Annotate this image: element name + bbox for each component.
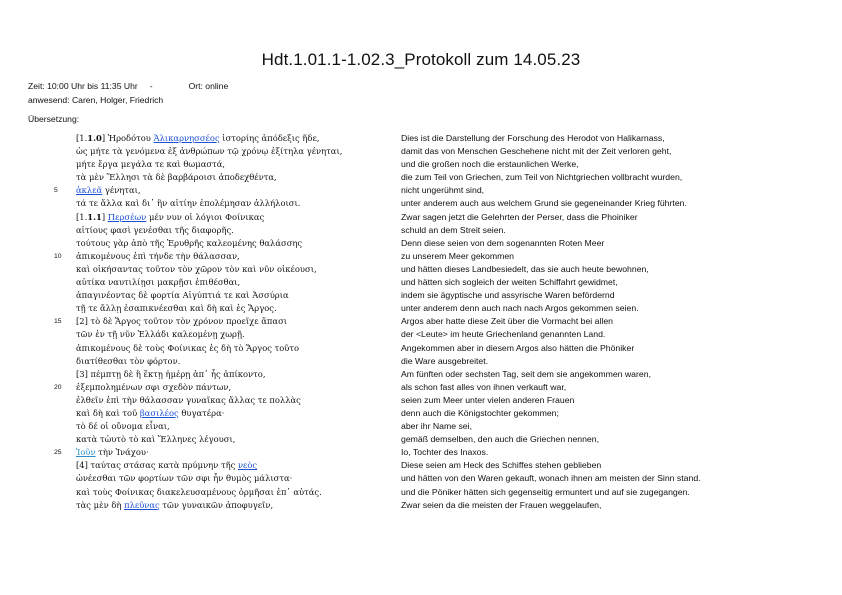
meta-place: Ort: online [188, 81, 229, 91]
greek-text [76, 211, 264, 224]
text-line [0, 211, 842, 224]
german-translation: der <Leute> im heute Griechenland genannten Land. [401, 329, 606, 340]
greek-text [76, 315, 287, 328]
line-number: 10 [54, 252, 62, 260]
greek-text [76, 433, 235, 446]
german-translation: Zwar seien da die meisten der Frauen weggelaufen, [401, 499, 602, 510]
text-line [0, 184, 842, 197]
german-translation: indem sie ägyptische und assyrische Waren befördernd [401, 290, 615, 301]
greek-segment: [1. [76, 133, 88, 143]
german-translation: schuld an dem Streit seien. [401, 224, 506, 235]
german-translation: seien zum Meer unter vielen anderen Frauen [401, 394, 575, 405]
vocab-link[interactable]: βασιλέος [139, 407, 179, 418]
german-translation: und hätten von den Waren gekauft, wonach ihnen am meisten der Sinn stand. [401, 473, 701, 484]
translation-lines [0, 132, 842, 512]
greek-segment: τὴν Ἰνάχου· [95, 447, 149, 458]
greek-text [76, 394, 301, 407]
text-line [0, 158, 842, 171]
text-line [0, 276, 842, 289]
greek-text [76, 302, 277, 315]
greek-text [76, 328, 245, 341]
greek-text [76, 472, 292, 485]
greek-text [76, 486, 322, 499]
greek-text [76, 420, 170, 433]
line-number: 25 [54, 449, 62, 457]
greek-segment: διατίθεσθαι τὸν φόρτον. [76, 355, 181, 366]
greek-segment: τῶν γυναικῶν ἀποφυγεῖν, [159, 499, 274, 510]
greek-text [76, 459, 257, 472]
greek-text [76, 250, 240, 263]
greek-segment: ] [101, 211, 108, 222]
text-line [0, 355, 842, 368]
text-line [0, 420, 842, 433]
german-translation: die Ware ausgebreitet. [401, 355, 489, 366]
greek-segment: ἀπικομένους δὲ τοὺς Φοίνικας ἐς δὴ τὸ Ἄργος τοῦτο [76, 342, 300, 353]
german-translation: damit das von Menschen Geschehene nicht mit der Zeit verloren geht, [401, 146, 672, 157]
greek-segment: [4] ταύτας στάσας κατὰ πρύμνην τῆς [76, 460, 238, 471]
vocab-link[interactable]: Ἰοῦν [76, 447, 96, 458]
greek-segment: μέν νυν οἱ λόγιοι Φοίνικας [146, 211, 265, 222]
greek-segment: ἱστορίης ἀπόδεξις ἥδε, [219, 133, 320, 143]
german-translation: Dies ist die Darstellung der Forschung des Herodot von Halikarnass, [401, 133, 665, 143]
text-line [0, 342, 842, 355]
greek-text [76, 289, 289, 302]
greek-segment: [2] τὸ δὲ Ἄργος τοῦτον τὸν χρόνον προεῖχε ἅπασι [76, 316, 288, 327]
meta-dash: - [149, 81, 153, 91]
greek-segment: ] Ἡροδότου [101, 133, 154, 143]
text-line [0, 407, 842, 420]
german-translation: aber ihr Name sei, [401, 421, 472, 432]
greek-segment: ἀπικομένους ἐπὶ τήνδε τὴν θάλασσαν, [76, 250, 240, 261]
german-translation: unter anderem auch aus welchem Grund sie gegeneinander Krieg führten. [401, 198, 687, 209]
line-number: 20 [54, 383, 62, 391]
text-line [0, 302, 842, 315]
text-line [0, 237, 842, 250]
greek-text [76, 158, 225, 171]
german-translation: Denn diese seien von dem sogenannten Roten Meer [401, 237, 605, 248]
text-line [0, 145, 842, 158]
section-ref: 1.1 [87, 211, 102, 222]
text-line [0, 446, 842, 459]
greek-segment: ὠνέεσθαι τῶν φορτίων τῶν σφι ἦν θυμὸς μάλιστα· [76, 473, 293, 484]
text-line [0, 433, 842, 446]
meta-time: Zeit: 10:00 Uhr bis 11:35 Uhr [28, 81, 138, 91]
section-ref: 1.0 [87, 133, 102, 143]
greek-text [76, 184, 141, 197]
vocab-link[interactable]: ἀκλεᾶ [76, 185, 103, 196]
line-number: 5 [54, 187, 58, 195]
german-translation: und die Pöniker hätten sich gegenseitig ermuntert und auf sie zugegangen. [401, 486, 690, 497]
german-translation: Am fünften oder sechsten Tag, seit dem sie angekommen waren, [401, 368, 651, 379]
greek-text [76, 276, 240, 289]
vocab-link[interactable]: Ἁλικαρνησσέος [153, 133, 220, 143]
german-translation: unter anderem denn auch nach nach Argos gekommen seien. [401, 303, 639, 314]
text-line [0, 263, 842, 276]
greek-segment: τὰς μὲν δὴ [76, 499, 125, 510]
german-translation: Diese seien am Heck des Schiffes stehen geblieben [401, 460, 602, 471]
text-line [0, 394, 842, 407]
greek-text [76, 197, 300, 210]
section-heading: Übersetzung: [28, 114, 80, 124]
greek-text [76, 342, 299, 355]
greek-text [76, 355, 180, 368]
greek-text [76, 263, 317, 276]
text-line [0, 132, 842, 145]
greek-segment: αὐτίκα ναυτιλίῃσι μακρῇσι ἐπιθέσθαι, [76, 277, 241, 288]
greek-segment: καὶ οἰκήσαντας τοῦτον τὸν χῶρον τὸν καὶ νῦν οἰκέουσι, [76, 263, 317, 274]
meta-time-place [28, 81, 228, 92]
german-translation: denn auch die Königstochter gekommen; [401, 407, 559, 418]
german-translation: und die großen noch die erstaunlichen Werke, [401, 159, 579, 170]
text-line [0, 368, 842, 381]
document-title: Hdt.1.01.1-1.02.3_Protokoll zum 14.05.23 [261, 50, 581, 69]
text-line [0, 171, 842, 184]
greek-segment: τά τε ἄλλα καὶ δι᾽ ἣν αἰτίην ἐπολέμησαν ἀλλήλοισι. [76, 198, 301, 209]
greek-segment: ἀπαγινέοντας δὲ φορτία Αἰγύπτιά τε καὶ Ἀσσύρια [76, 290, 289, 301]
vocab-link[interactable]: Περσέων [107, 211, 147, 222]
text-line [0, 197, 842, 210]
greek-segment: ἐλθεῖν ἐπὶ τὴν θάλασσαν γυναῖκας ἄλλας τε πολλὰς [76, 394, 301, 405]
german-translation: und hätten sich sogleich der weiten Schiffahrt gewidmet, [401, 277, 618, 288]
text-line [0, 289, 842, 302]
text-line [0, 499, 842, 512]
text-line [0, 459, 842, 472]
greek-segment: θυγατέρα· [178, 407, 225, 418]
text-line [0, 224, 842, 237]
greek-segment: κατὰ τὠυτὸ τὸ καὶ Ἕλληνες λέγουσι, [76, 434, 236, 445]
text-line [0, 381, 842, 394]
greek-text [76, 407, 224, 420]
meta-attendees: anwesend: Caren, Holger, Friedrich [28, 95, 164, 105]
greek-segment: ἐξεμπολημένων σφι σχεδὸν πάντων, [76, 381, 232, 392]
greek-text [76, 171, 277, 184]
greek-text [76, 224, 234, 237]
greek-segment: [1. [76, 211, 88, 222]
german-translation: Zwar sagen jetzt die Gelehrten der Perser, dass die Phoiniker [401, 211, 638, 222]
greek-segment: τῶν ἐν τῇ νῦν Ἑλλάδι καλεομένῃ χωρῇ. [76, 329, 245, 340]
german-translation: und hätten dieses Landbesiedelt, das sie auch heute bewohnen, [401, 263, 649, 274]
greek-text [76, 381, 231, 394]
german-translation: gemäß demselben, den auch die Griechen nennen, [401, 434, 600, 445]
german-translation: Argos aber hatte diese Zeit über die Vormacht bei allen [401, 316, 614, 327]
text-line [0, 250, 842, 263]
text-line [0, 472, 842, 485]
greek-segment: τὰ μὲν Ἕλλησι τὰ δὲ βαρβάροισι ἀποδεχθέντα, [76, 172, 277, 183]
greek-segment: μήτε ἔργα μεγάλα τε καὶ θωμαστά, [76, 159, 226, 170]
german-translation: Io, Tochter des Inaxos. [401, 447, 489, 458]
greek-text [76, 499, 273, 512]
german-translation: nicht ungerühmt sind, [401, 185, 485, 196]
german-translation: als schon fast alles von ihnen verkauft war, [401, 381, 567, 392]
german-translation: zu unserem Meer gekommen [401, 250, 514, 261]
greek-segment: γένηται, [102, 185, 141, 196]
text-line [0, 486, 842, 499]
text-line [0, 315, 842, 328]
line-number: 15 [54, 318, 62, 326]
greek-segment: αἰτίους φασὶ γενέσθαι τῆς διαφορῆς. [76, 224, 234, 235]
greek-segment: ὡς μήτε τὰ γενόμενα ἐξ ἀνθρώπων τῷ χρόνῳ ἐξίτηλα γένηται, [76, 146, 343, 157]
greek-segment: τούτους γὰρ ἀπὸ τῆς Ἐρυθρῆς καλεομένης θαλάσσης [76, 237, 303, 248]
greek-text [76, 368, 265, 381]
greek-text [76, 132, 319, 145]
greek-text [76, 237, 302, 250]
greek-text [76, 145, 342, 158]
greek-segment: καὶ τοὺς Φοίνικας διακελευσαμένους ὁρμῆσαι ἐπ᾽ αὐτάς. [76, 486, 322, 497]
greek-segment: καὶ δὴ καὶ τοῦ [76, 407, 140, 418]
greek-segment: τὸ δέ οἱ οὔνομα εἶναι, [76, 421, 170, 432]
vocab-link[interactable]: πλεῦνας [124, 499, 160, 510]
greek-text [76, 446, 149, 459]
german-translation: Angekommen aber in diesem Argos also hätten die Phöniker [401, 342, 635, 353]
text-line [0, 328, 842, 341]
german-translation: die zum Teil von Griechen, zum Teil von Nichtgriechen vollbracht wurden, [401, 172, 683, 183]
greek-segment: τῇ τε ἄλλῃ ἐσαπικνέεσθαι καὶ δὴ καὶ ἐς Ἄργος. [76, 303, 277, 314]
greek-segment: [3] πέμπτῃ δὲ ἢ ἕκτῃ ἡμέρῃ ἀπ᾽ ἧς ἀπίκοντο, [76, 368, 266, 379]
vocab-link[interactable]: νεὸς [237, 460, 258, 471]
